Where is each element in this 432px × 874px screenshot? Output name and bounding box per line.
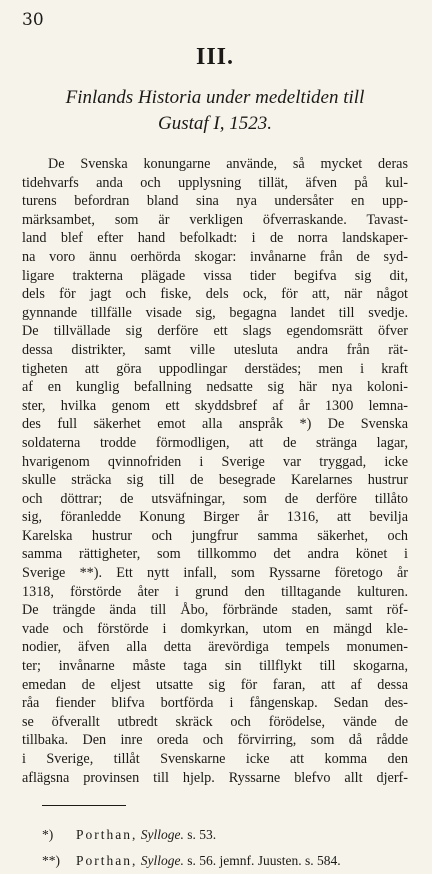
footnote-mark: *) (42, 827, 54, 843)
body-text (22, 155, 408, 787)
text-line: 1318, förstörde åter i grund den tilltagande kulturen. (22, 583, 408, 600)
text-line: Sverige **). Ett nytt infall, som Ryssarne företogo år (22, 565, 408, 582)
text-line: af en kunglig befallning nedsatte sig här nya koloni- (22, 379, 408, 396)
footnote (42, 848, 408, 874)
text-line: hvarigenom qvinnofriden i Sverige var tryggad, icke (22, 453, 408, 470)
text-line: turens befordran bland sina nya undersåter en upp- (22, 193, 408, 210)
text-line: dels för jagt och fiske, dels ock, för att, när något (22, 286, 408, 303)
footnote-divider (42, 805, 126, 806)
footnote-reference: s. 56. jemnf. Juusten. s. 584. (187, 853, 341, 869)
text-line: tidehvarfs anda och upplysning tillät, äfven på kul- (22, 174, 408, 191)
footnote (42, 822, 408, 848)
text-line: emedan de eljest utsatte sig för faran, att af dessa (22, 676, 408, 693)
text-line: och döttrar; de utsväfningar, som de derföre tillåto (22, 490, 408, 507)
footnote-author: Porthan, (76, 853, 138, 869)
text-line: De trängde ända till Åbo, förbrände staden, samt röf- (22, 602, 408, 619)
text-line: märksambet, som är verkligen öfverraskande. Tavast- (22, 211, 408, 228)
text-line: i Sverige, tillåt Svenskarne icke att komma den (22, 751, 408, 767)
text-line: skulle sträcka sig till de besegrade Karelarnes hustrur (22, 472, 408, 489)
text-line: Karelska hustrur och jungfrur samma säkerhet, och (22, 527, 408, 544)
text-line: land blef efter hand befolkadt: i de norra landskaper- (22, 230, 408, 247)
footnotes (22, 822, 408, 874)
text-line: na voro ännu oerhörda skogar: invånarne från de syd- (22, 248, 408, 265)
text-line: nodier, äfven alla detta ärevördiga tempels monumen- (22, 639, 408, 656)
chapter-title-line: Gustaf I, 1523. (158, 113, 272, 134)
chapter-number: III. (195, 44, 235, 70)
chapter-title-line: Finlands Historia under medeltiden till (65, 87, 365, 108)
text-line: se öfverallt utbredt skräck och förödelse, vände de (22, 713, 408, 730)
text-line: ligare trakterna plägade vissa tider begifva sig dit, (22, 267, 408, 284)
footnote-work: Sylloge. (140, 853, 184, 869)
text-line: des full säkerhet emot alla anspråk *) De Svenska (22, 416, 408, 433)
text-line: soldaterna trodde förmodligen, att de stränga lagar, (22, 434, 408, 451)
text-line: aflägsna provinsen till hjelp. Ryssarne blefvo allt djerf- (22, 769, 408, 786)
text-line: ster, hvilka genom ett skyddsbref af år 1300 lemna- (22, 397, 408, 414)
text-line: dessa distrikter, samt ville utesluta andra från rät- (22, 341, 408, 358)
text-line: tillbaka. Den inre oreda och förvirring, som då rådde (22, 732, 408, 749)
text-line: vade och förstörde i domkyrkan, utom en mängd kle- (22, 620, 408, 637)
text-line: De tillvällade sig derföre ett slags egendomsrätt öfver (22, 323, 408, 340)
page-number: 30 (22, 10, 44, 30)
footnote-work: Sylloge. (140, 827, 184, 843)
text-line: råa fiender blifva bortförda i fångenskap. Sedan des- (22, 695, 408, 712)
text-line: sig, föranledde Konung Birger år 1316, att bevilja (22, 509, 408, 526)
footnote-mark: **) (42, 853, 60, 869)
text-line: gynnande tillfälle visade sig, begagna landet till svedje. (22, 304, 408, 321)
footnote-reference: s. 53. (187, 827, 217, 843)
text-line: ter; invånarne måste taga sin tillflykt till skogarna, (22, 658, 408, 675)
chapter-title (22, 85, 408, 137)
text-line: De Svenska konungarne använde, så mycket deras (48, 156, 408, 172)
text-line: samma rättigheter, som tillkommo det andra könet i (22, 546, 408, 563)
text-line: tigheten att göra uppodlingar derstädes; men i kraft (22, 360, 408, 377)
footnote-author: Porthan, (76, 827, 138, 843)
